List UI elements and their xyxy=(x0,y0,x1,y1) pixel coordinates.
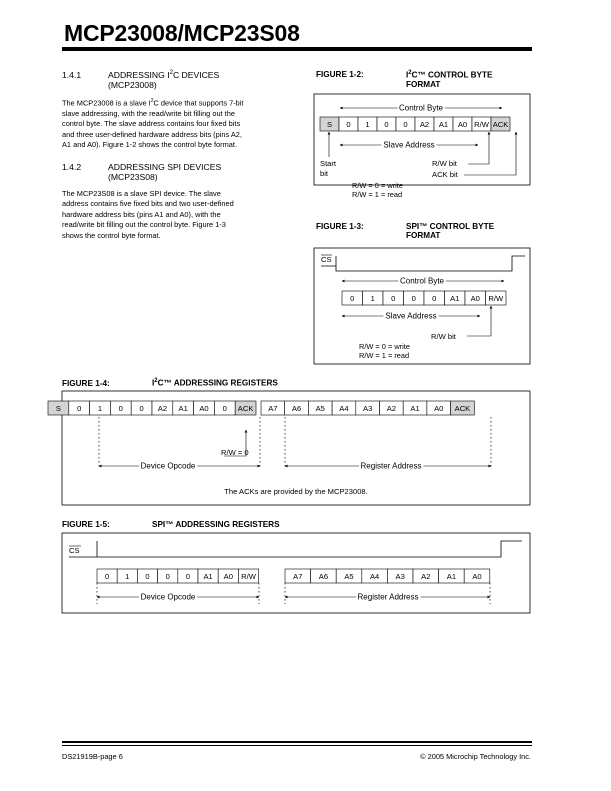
bit-cell-label: 0 xyxy=(403,120,408,129)
page-title: MCP23008/MCP23S08 xyxy=(64,20,300,46)
bit-cell-label: A1 xyxy=(446,572,457,581)
bit-cell-label: 0 xyxy=(391,294,396,303)
bit-cell-label: 0 xyxy=(222,404,227,413)
figure-title-text: SPI™ ADDRESSING REGISTERS xyxy=(152,520,280,529)
figure-title-sup: 2 xyxy=(408,70,412,76)
bit-cell-label: 0 xyxy=(432,294,437,303)
rw-bit-arrow xyxy=(467,306,491,336)
figure-1-2-diagram xyxy=(314,94,530,199)
bit-cell-label: 0 xyxy=(165,572,170,581)
figure-title-pre: I xyxy=(406,70,409,80)
control-byte-label: Control Byte xyxy=(398,103,444,113)
slave-address-label: Slave Address xyxy=(383,140,435,150)
rw-bit-arrow xyxy=(468,132,489,164)
para-line: and three user-defined hardware address bits (pins A2, xyxy=(62,129,242,139)
bit-cell-label: A7 xyxy=(268,404,278,413)
para-text: C device that supports 7-bit xyxy=(153,98,244,108)
section-number: 1.4.1 xyxy=(62,70,82,80)
para-line: shows the control byte format. xyxy=(62,230,161,240)
bit-cell-label: ACK xyxy=(237,404,254,413)
figure-title-sup: 2 xyxy=(154,378,158,384)
cs-waveform xyxy=(321,256,525,271)
control-byte-cells xyxy=(342,291,506,305)
bit-cell-label: A0 xyxy=(472,572,482,581)
bit-cell-label: A0 xyxy=(199,404,209,413)
figure-title-text: SPI™ CONTROL BYTE xyxy=(406,222,495,231)
legend-write: R/W = 0 = write xyxy=(352,181,403,190)
device-opcode-label: Device Opcode xyxy=(140,461,196,471)
para-line: hardware address bits (pins A1 and A0), with the xyxy=(62,209,221,219)
bit-cell-label: 0 xyxy=(350,294,355,303)
bit-cell-label: 0 xyxy=(185,572,191,581)
section-title-post: C DEVICES xyxy=(172,70,220,80)
bit-cell-label: A5 xyxy=(315,404,325,413)
figure-1-4-diagram xyxy=(48,391,530,505)
ack-bit-label: ACK bit xyxy=(432,170,458,179)
bit-cell-label: 1 xyxy=(365,120,370,129)
figure-title-pre: I xyxy=(152,378,155,388)
figure-title-post: C™ CONTROL BYTE xyxy=(411,70,493,80)
section-title: ADDRESSING SPI DEVICES xyxy=(108,162,222,172)
bit-cell-label: 0 xyxy=(118,404,123,413)
bit-cell-label: A3 xyxy=(363,404,373,413)
register-address-label: Register Address xyxy=(357,592,419,602)
control-byte-label: Control Byte xyxy=(399,276,445,286)
control-byte-cells xyxy=(320,117,510,131)
bit-cell-label: A0 xyxy=(223,572,233,581)
para-line: A1 and A0). Figure 1-2 shows the control byte format. xyxy=(62,140,238,150)
bit-cell-label: A1 xyxy=(203,572,213,581)
bit-cell-label: A2 xyxy=(421,572,431,581)
legend-read: R/W = 1 = read xyxy=(359,351,410,360)
para-line: slave addressing, with the read/write bit filling out the xyxy=(62,108,235,118)
start-bit-label-2: bit xyxy=(320,169,329,178)
bit-cell-label: 1 xyxy=(370,294,375,303)
rw-label: R/W = 0 xyxy=(221,448,249,457)
figure-1-3-diagram xyxy=(314,248,530,364)
figure-number: FIGURE 1-2: xyxy=(316,70,364,79)
figure-title-line2: FORMAT xyxy=(406,231,441,240)
register-cells xyxy=(97,569,490,583)
bit-cell-label: A0 xyxy=(457,120,468,129)
legend-read: R/W = 1 = read xyxy=(352,190,403,199)
start-bit-label-1: Start xyxy=(320,159,337,168)
bit-cell-label: A7 xyxy=(293,572,303,581)
bit-cell-label: A3 xyxy=(395,572,405,581)
bit-cell-label: A1 xyxy=(438,120,449,129)
register-address-label: Register Address xyxy=(360,461,422,471)
cs-waveform xyxy=(69,541,522,557)
para-line: address contains five fixed bits and two user-defined xyxy=(62,199,234,209)
bit-cell-label: A1 xyxy=(410,404,420,413)
bit-cell-label: 1 xyxy=(125,572,130,581)
figure-title-post: C™ ADDRESSING REGISTERS xyxy=(157,378,278,388)
bit-cell-label: R/W xyxy=(474,120,489,129)
section-number: 1.4.2 xyxy=(62,162,82,172)
section-title-pre: ADDRESSING I xyxy=(108,70,170,80)
bit-cell-label: 0 xyxy=(411,294,416,303)
bit-cell-label: 0 xyxy=(346,120,351,129)
para-line: control byte. The slave address contains four fixed bits xyxy=(62,119,241,129)
bit-cell-label: R/W xyxy=(241,572,256,581)
footer-rule-thick xyxy=(62,741,532,743)
figure-number: FIGURE 1-4: xyxy=(62,378,110,388)
bit-cell-label: A4 xyxy=(339,404,349,413)
bit-cell-label: A0 xyxy=(470,294,480,303)
bit-cell-label: A2 xyxy=(419,120,430,129)
bit-cell-label: A0 xyxy=(434,404,444,413)
rw-bit-label: R/W bit xyxy=(432,159,457,168)
legend-write: R/W = 0 = write xyxy=(359,342,410,351)
register-cells xyxy=(48,401,474,415)
bit-cell-label: R/W xyxy=(488,294,504,303)
para-sup: 2 xyxy=(150,98,154,104)
bit-cell-label: A1 xyxy=(178,404,188,413)
bit-cell-label: 0 xyxy=(145,572,150,581)
cs-label: CS xyxy=(69,546,80,555)
para-line: The MCP23S08 is a slave SPI device. The slave xyxy=(62,189,221,198)
section-subtitle: (MCP23008) xyxy=(108,80,157,90)
slave-address-label: Slave Address xyxy=(385,311,437,321)
footer-page-ref: DS21919B-page 6 xyxy=(62,752,123,761)
ack-note: The ACKs are provided by the MCP23008. xyxy=(224,487,368,496)
bit-cell-label: A1 xyxy=(450,294,460,303)
figure-frame xyxy=(314,248,530,364)
bit-cell-label: A5 xyxy=(344,572,354,581)
bit-cell-label: A2 xyxy=(386,404,396,413)
figure-title-line2: FORMAT xyxy=(406,79,441,89)
para-line: read/write bit filling out the control byte. Figure 1-3 xyxy=(62,220,226,230)
bit-cell-label: S xyxy=(55,404,61,413)
section-subtitle: (MCP23S08) xyxy=(108,172,158,182)
section-title-sup: 2 xyxy=(169,70,173,77)
figure-number: FIGURE 1-3: xyxy=(316,222,364,231)
bit-cell-label: 0 xyxy=(104,572,110,581)
footer-rule-thin xyxy=(62,745,532,746)
para-text: The MCP23008 is a slave I xyxy=(62,98,151,108)
figure-1-5-diagram xyxy=(62,533,530,613)
bit-cell-label: A6 xyxy=(291,404,302,413)
cs-label: CS xyxy=(321,255,332,264)
bit-cell-label: A2 xyxy=(157,404,168,413)
bit-cell-label: 0 xyxy=(139,404,144,413)
bit-cell-label: 0 xyxy=(384,120,389,129)
device-opcode-label: Device Opcode xyxy=(140,592,196,602)
bit-cell-label: A4 xyxy=(369,572,380,581)
rw-bit-label: R/W bit xyxy=(431,332,456,341)
bit-cell-label: S xyxy=(326,120,333,129)
ack-bit-arrow xyxy=(464,132,516,175)
bit-cell-label: ACK xyxy=(492,120,509,129)
bit-cell-label: 1 xyxy=(97,404,103,413)
footer-copyright: © 2005 Microchip Technology Inc. xyxy=(420,752,531,761)
bit-cell-label: A6 xyxy=(318,572,329,581)
bit-cell-label: 0 xyxy=(77,404,82,413)
bit-cell-label: ACK xyxy=(454,404,471,413)
figure-number: FIGURE 1-5: xyxy=(62,520,110,529)
